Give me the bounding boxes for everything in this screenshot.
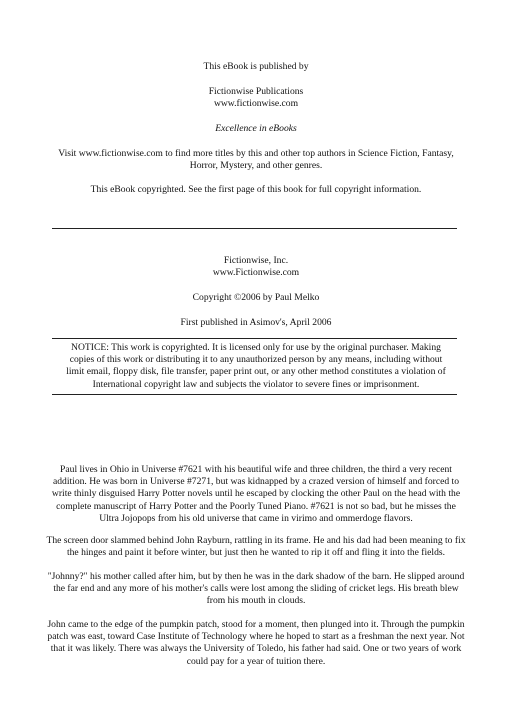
publisher-name: Fictionwise Publications (208, 86, 304, 97)
company-name: Fictionwise, Inc. (223, 255, 289, 266)
divider-top (52, 228, 457, 229)
first-published-line: First published in Asimov's, April 2006 (180, 317, 332, 328)
divider-middle (52, 338, 457, 339)
visit-text: Visit www.fictionwise.com to find more titles by this and other top authors in Science Fiction, Fantasy, Horror, Mystery, and other genres. (58, 148, 454, 172)
copyright-note: This eBook copyrighted. See the first page of this book for full copyright information. (90, 184, 422, 195)
story-paragraph: Paul lives in Ohio in Universe #7621 with his beautiful wife and three children, the third a very recent addition. He was born in Universe #7271, but was kidnapped by a crazed version of himself and forced to write thinly disguised Harry Potter novels until he escaped by clocking the other Paul on the head with the complete manuscript of Harry Potter and the Poorly Tuned Piano. #7621 is not so bad, but he misses the Ultra Jojopops from his old universe that came in virimo and ommerdoge flavors. (51, 464, 461, 524)
publisher-url: www.fictionwise.com (213, 98, 299, 109)
published-by-line: This eBook is published by (203, 61, 309, 72)
divider-bottom (52, 394, 457, 395)
company-url: www.Fictionwise.com (212, 267, 300, 278)
copyright-notice: NOTICE: This work is copyrighted. It is licensed only for use by the original purchaser. Making copies of this work or distributing it to any unauthorized person by any means, including without limit email, floppy disk, file transfer, paper print out, or any other method constitutes a violation of International copyright law and subjects the violator to severe fines or imprisonment. (66, 342, 446, 390)
story-paragraph: John came to the edge of the pumpkin patch, stood for a moment, then plunged into it. Through the pumpkin patch was east, toward Case Institute of Technology where he hoped to start as a freshman the next year. Not that it was likely. There was always the University of Toledo, his father had said. One or two years of work could pay for a year of tuition there. (47, 619, 465, 667)
copyright-line: Copyright ©2006 by Paul Melko (192, 292, 320, 303)
story-paragraph: "Johnny?" his mother called after him, but by then he was in the dark shadow of the barn. He slipped around the far end and any more of his mother's calls were lost among the sliding of cricket legs. His breath blew from his mouth in clouds. (47, 571, 465, 607)
story-paragraph: The screen door slammed behind John Rayburn, rattling in its frame. He and his dad had been meaning to fix the hinges and paint it before winter, but just then he wanted to rip it off and fling it into the fields. (46, 535, 466, 559)
tagline: Excellence in eBooks (215, 123, 297, 134)
